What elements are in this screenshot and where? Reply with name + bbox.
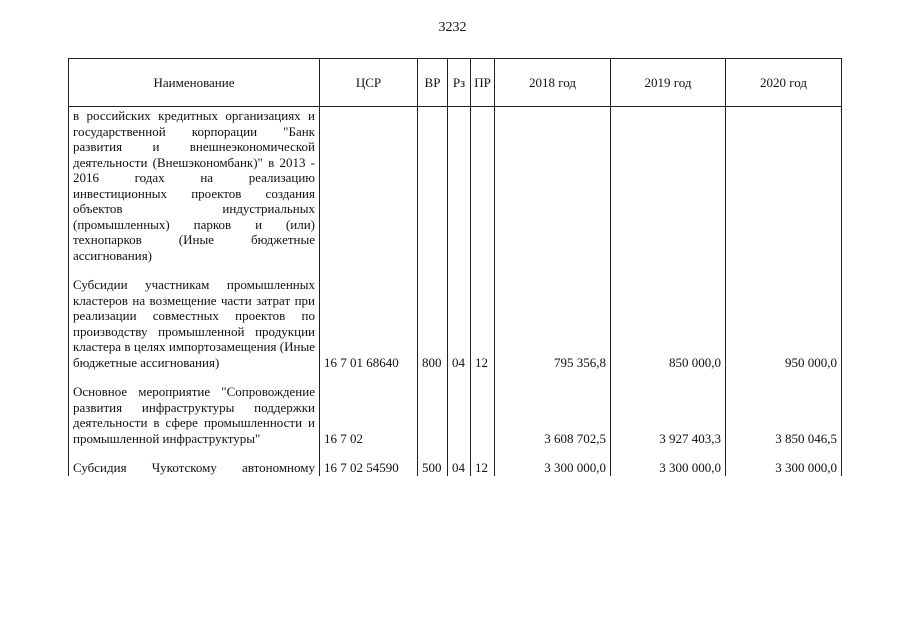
table-row xyxy=(69,277,842,370)
row-vr: 500 xyxy=(418,460,448,476)
table-row xyxy=(69,384,842,446)
row-rz xyxy=(448,107,471,264)
header-row xyxy=(69,59,842,107)
row-pr: 12 xyxy=(471,277,495,370)
header-vr: ВР xyxy=(418,59,448,107)
row-2019 xyxy=(611,107,726,264)
row-csr xyxy=(320,107,418,264)
row-name: Основное мероприятие "Сопровождение развития инфраструктуры поддержки деятельности в сфере промышленности и промышленной инфраструктуры" xyxy=(69,384,320,446)
row-2018 xyxy=(495,107,611,264)
row-2018: 3 608 702,5 xyxy=(495,384,611,446)
row-rz xyxy=(448,384,471,446)
row-rz: 04 xyxy=(448,277,471,370)
row-2020 xyxy=(726,107,842,264)
row-vr xyxy=(418,107,448,264)
row-2019: 3 927 403,3 xyxy=(611,384,726,446)
row-2020: 3 850 046,5 xyxy=(726,384,842,446)
row-csr: 16 7 02 xyxy=(320,384,418,446)
header-2019: 2019 год xyxy=(611,59,726,107)
header-pr: ПР xyxy=(471,59,495,107)
header-2018: 2018 год xyxy=(495,59,611,107)
row-2018: 3 300 000,0 xyxy=(495,460,611,476)
row-csr: 16 7 02 54590 xyxy=(320,460,418,476)
row-pr xyxy=(471,384,495,446)
row-vr: 800 xyxy=(418,277,448,370)
table-row xyxy=(69,107,842,264)
table-row xyxy=(69,460,842,476)
page-number: 3232 xyxy=(438,20,467,35)
row-pr xyxy=(471,107,495,264)
budget-table xyxy=(68,58,842,476)
row-2019: 3 300 000,0 xyxy=(611,460,726,476)
row-spacer xyxy=(69,263,842,277)
row-csr: 16 7 01 68640 xyxy=(320,277,418,370)
header-2020: 2020 год xyxy=(726,59,842,107)
row-vr xyxy=(418,384,448,446)
header-name: Наименование xyxy=(69,59,320,107)
row-pr: 12 xyxy=(471,460,495,476)
row-name: Субсидии участникам промышленных кластеров на возмещение части затрат при реализации совместных проектов по производству промышленной продукции кластера в целях импортозамещения (Иные бюджетные ассигнования) xyxy=(69,277,320,370)
row-spacer xyxy=(69,370,842,384)
row-2020: 950 000,0 xyxy=(726,277,842,370)
header-csr: ЦСР xyxy=(320,59,418,107)
row-spacer xyxy=(69,446,842,460)
row-2019: 850 000,0 xyxy=(611,277,726,370)
row-2020: 3 300 000,0 xyxy=(726,460,842,476)
row-rz: 04 xyxy=(448,460,471,476)
header-rz: Рз xyxy=(448,59,471,107)
row-2018: 795 356,8 xyxy=(495,277,611,370)
row-name: Субсидия Чукотскому автономному xyxy=(69,460,320,476)
row-name: в российских кредитных организациях и государственной корпорации "Банк развития и внешнеэкономической деятельности (Внешэкономбанк)" в 2013 - 2016 годах на реализацию инвестиционных проектов создания объектов индустриальных (промышленных) парков и (или) технопарков (Иные бюджетные ассигнования) xyxy=(69,107,320,264)
